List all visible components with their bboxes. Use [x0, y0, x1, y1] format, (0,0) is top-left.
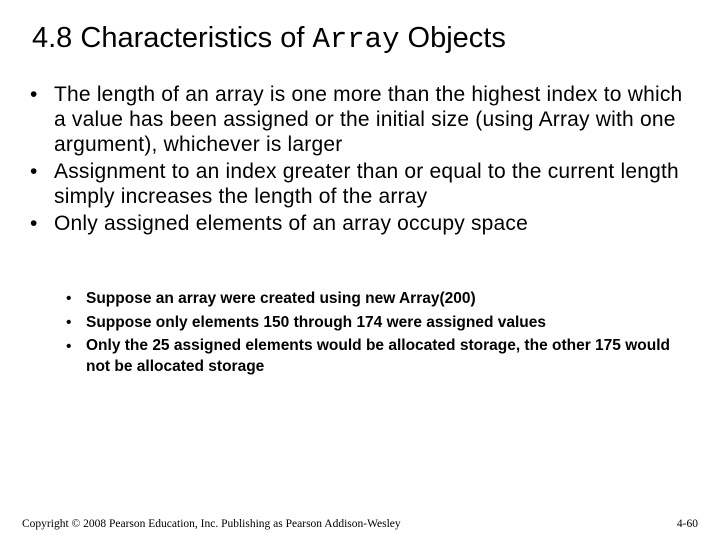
bullet-item [30, 211, 700, 236]
bullet-list [30, 82, 700, 238]
title-prefix: 4.8 Characteristics of [32, 22, 313, 54]
sub-bullet-item [66, 287, 696, 310]
bullet-text: Assignment to an index greater than or equal to the current length simply increases the length of the array [54, 160, 679, 208]
bullet-text: Only assigned elements of an array occupy space [54, 212, 528, 235]
sub-bullet-item [66, 311, 696, 334]
sub-bullet-dot-icon: • [66, 338, 72, 355]
footer-page-number: 4-60 [676, 518, 698, 530]
bullet-dot-icon: • [30, 83, 38, 106]
footer-copyright: Copyright © 2008 Pearson Education, Inc. Publishing as Pearson Addison-Wesley [22, 518, 401, 530]
sub-bullet-text: Suppose an array were created using new Array(200) [86, 290, 476, 307]
sub-bullet-dot-icon: • [66, 290, 72, 307]
slide-title [32, 22, 506, 56]
bullet-item [30, 82, 700, 157]
sub-bullet-dot-icon: • [66, 314, 72, 331]
title-code: Array [312, 23, 400, 56]
sub-bullet-text: Only the 25 assigned elements would be allocated storage, the other 175 would not be allocated storage [86, 337, 670, 375]
sub-bullet-text: Suppose only elements 150 through 174 were assigned values [86, 314, 546, 331]
bullet-text: The length of an array is one more than the highest index to which a value has been assigned or the initial size (using Array with one argument), whichever is larger [54, 83, 683, 156]
bullet-dot-icon: • [30, 160, 38, 183]
sub-bullet-list [66, 287, 696, 378]
title-suffix: Objects [399, 22, 506, 54]
sub-bullet-item [66, 335, 696, 377]
bullet-item [30, 159, 700, 209]
bullet-dot-icon: • [30, 212, 38, 235]
